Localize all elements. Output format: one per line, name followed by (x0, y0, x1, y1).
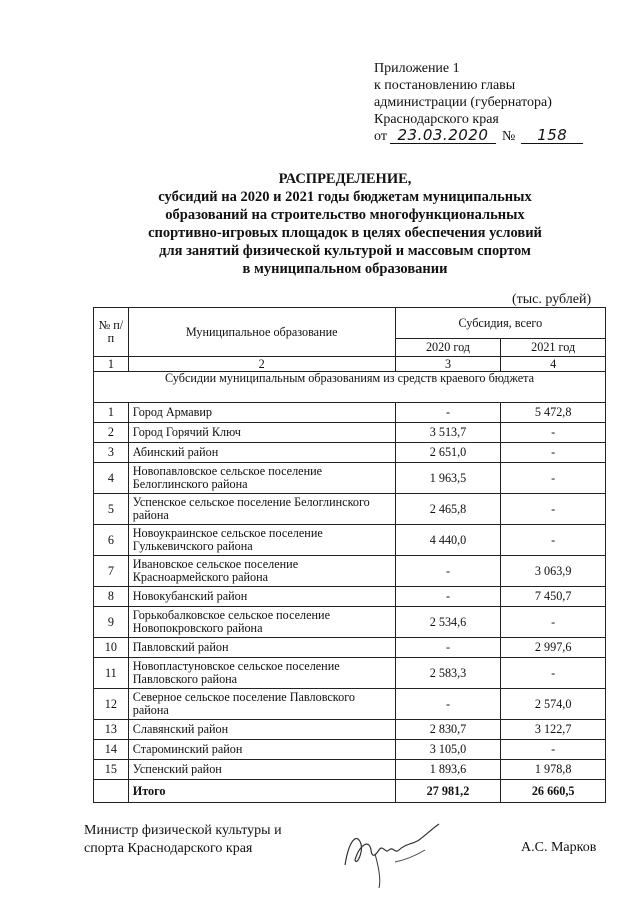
municipality-name: Новокубанский район (128, 587, 395, 607)
header-subsidy: Субсидия, всего (395, 308, 605, 339)
title-line: в муниципальном образовании (242, 261, 448, 277)
units-label: (тыс. рублей) (512, 292, 592, 307)
section-title: Субсидии муниципальным образованиям из средств краевого бюджета (94, 372, 606, 403)
row-number: 7 (94, 556, 129, 587)
handwritten-number: 158 (521, 128, 583, 144)
signer-name: А.С. Марков (521, 840, 597, 855)
resolution-date-line (374, 128, 624, 145)
table-row (94, 423, 606, 443)
row-number: 12 (94, 689, 129, 720)
header-municipality: Муниципальное образование (128, 308, 395, 357)
appendix-line: к постановлению главы (374, 78, 516, 93)
position-line: спорта Краснодарского края (84, 841, 253, 856)
value-2021: 1 978,8 (501, 760, 606, 780)
value-2020: 2 651,0 (395, 443, 501, 463)
municipality-name: Город Армавир (128, 403, 395, 423)
municipality-name: Ивановское сельское поселение Красноармейского района (128, 556, 395, 587)
row-number: 14 (94, 740, 129, 760)
municipality-name: Новопластуновское сельское поселение Павловского района (128, 658, 395, 689)
subsidy-table (93, 307, 606, 803)
table-row (94, 443, 606, 463)
value-2020: - (395, 638, 501, 658)
value-2021: 5 472,8 (501, 403, 606, 423)
value-2021: 2 997,6 (501, 638, 606, 658)
table-row (94, 740, 606, 760)
title-line: для занятий физической культурой и массовым спортом (159, 243, 531, 259)
appendix-line: Приложение 1 (374, 61, 460, 76)
value-2020: - (395, 689, 501, 720)
value-2020: - (395, 587, 501, 607)
value-2020: 2 465,8 (395, 494, 501, 525)
row-number: 5 (94, 494, 129, 525)
municipality-name: Павловский район (128, 638, 395, 658)
row-number: 15 (94, 760, 129, 780)
value-2020: 1 893,6 (395, 760, 501, 780)
value-2021: 7 450,7 (501, 587, 606, 607)
column-number-row (94, 357, 606, 372)
row-number: 4 (94, 463, 129, 494)
table-row (94, 587, 606, 607)
value-2021: - (501, 525, 606, 556)
column-number: 1 (94, 357, 129, 372)
value-2020: 3 513,7 (395, 423, 501, 443)
total-2021: 26 660,5 (501, 780, 606, 803)
table-row (94, 494, 606, 525)
value-2020: - (395, 403, 501, 423)
row-number: 9 (94, 607, 129, 638)
section-row (94, 372, 606, 403)
municipality-name: Новопавловское сельское поселение Белоглинского района (128, 463, 395, 494)
value-2021: - (501, 443, 606, 463)
table-row (94, 607, 606, 638)
value-2020: - (395, 556, 501, 587)
total-empty (94, 780, 129, 803)
municipality-name: Горькобалковское сельское поселение Новопокровского района (128, 607, 395, 638)
title-line: спортивно-игровых площадок в целях обеспечения условий (148, 225, 542, 241)
municipality-name: Староминский район (128, 740, 395, 760)
total-2020: 27 981,2 (395, 780, 501, 803)
table-row (94, 658, 606, 689)
table-row (94, 403, 606, 423)
total-row (94, 780, 606, 803)
header-number: № п/п (94, 308, 129, 357)
appendix-block (374, 60, 624, 145)
municipality-name: Успенский район (128, 760, 395, 780)
municipality-name: Славянский район (128, 720, 395, 740)
column-number: 2 (128, 357, 395, 372)
value-2021: 2 574,0 (501, 689, 606, 720)
value-2021: - (501, 740, 606, 760)
header-year-2020: 2020 год (395, 339, 501, 357)
column-number: 4 (501, 357, 606, 372)
value-2021: - (501, 423, 606, 443)
row-number: 10 (94, 638, 129, 658)
title-line: РАСПРЕДЕЛЕНИЕ, (278, 171, 412, 187)
value-2021: 3 122,7 (501, 720, 606, 740)
table-row (94, 556, 606, 587)
table-row (94, 760, 606, 780)
minister-title (84, 822, 282, 858)
value-2020: 2 534,6 (395, 607, 501, 638)
municipality-name: Новоукраинское сельское поселение Гулькевичского района (128, 525, 395, 556)
appendix-line: Краснодарского края (374, 112, 499, 127)
title-line: субсидий на 2020 и 2021 годы бюджетам муниципальных (158, 189, 532, 205)
value-2020: 1 963,5 (395, 463, 501, 494)
title-line: образований на строительство многофункциональных (165, 207, 525, 223)
row-number: 3 (94, 443, 129, 463)
date-prefix: от (374, 129, 387, 144)
value-2021: - (501, 463, 606, 494)
value-2021: 3 063,9 (501, 556, 606, 587)
municipality-name: Северное сельское поселение Павловского района (128, 689, 395, 720)
value-2020: 2 830,7 (395, 720, 501, 740)
municipality-name: Абинский район (128, 443, 395, 463)
appendix-line: администрации (губернатора) (374, 95, 552, 110)
total-label: Итого (128, 780, 395, 803)
value-2020: 2 583,3 (395, 658, 501, 689)
row-number: 2 (94, 423, 129, 443)
column-number: 3 (395, 357, 501, 372)
document-title (140, 170, 550, 278)
table-row (94, 525, 606, 556)
position-line: Министр физической культуры и (84, 823, 282, 838)
signature-image (335, 810, 445, 890)
municipality-name: Город Горячий Ключ (128, 423, 395, 443)
value-2020: 4 440,0 (395, 525, 501, 556)
table-row (94, 463, 606, 494)
table-row (94, 689, 606, 720)
number-sign: № (501, 129, 516, 144)
table-row (94, 638, 606, 658)
municipality-name: Успенское сельское поселение Белоглинского района (128, 494, 395, 525)
value-2020: 3 105,0 (395, 740, 501, 760)
table-row (94, 720, 606, 740)
row-number: 6 (94, 525, 129, 556)
row-number: 1 (94, 403, 129, 423)
row-number: 8 (94, 587, 129, 607)
row-number: 11 (94, 658, 129, 689)
value-2021: - (501, 607, 606, 638)
header-year-2021: 2021 год (501, 339, 606, 357)
row-number: 13 (94, 720, 129, 740)
value-2021: - (501, 658, 606, 689)
value-2021: - (501, 494, 606, 525)
handwritten-date: 23.03.2020 (390, 128, 496, 144)
